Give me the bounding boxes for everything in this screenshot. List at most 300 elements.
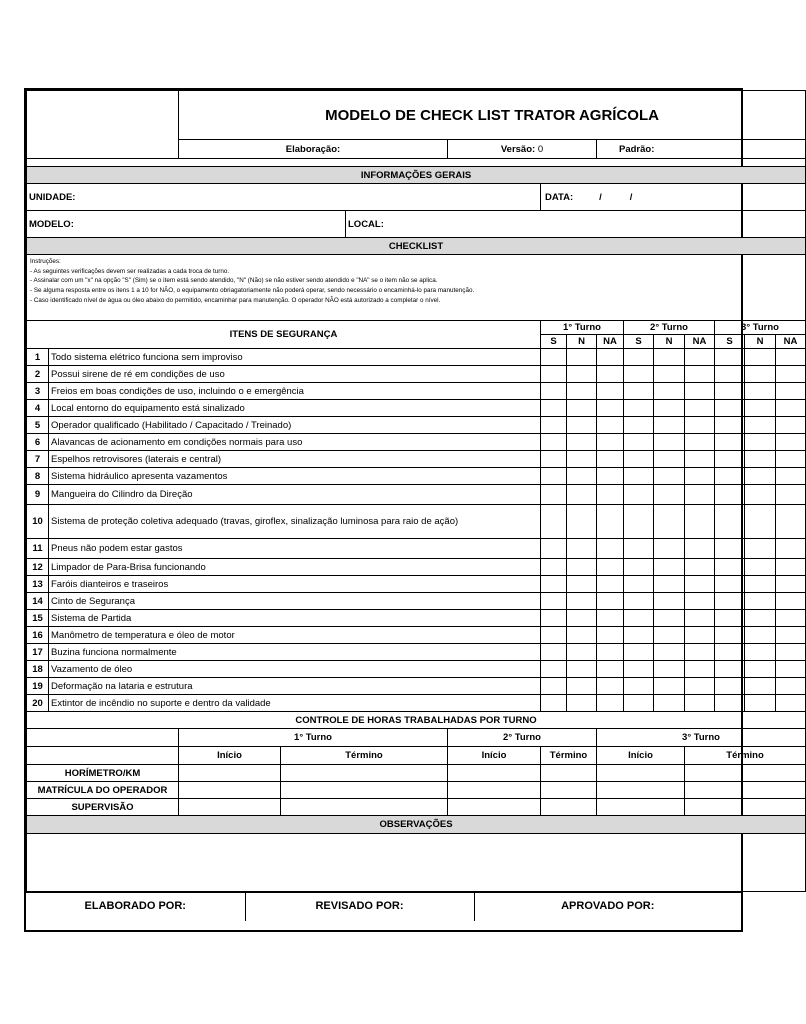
answer-cell[interactable] (541, 576, 567, 593)
answer-cell[interactable] (567, 576, 597, 593)
answer-cell[interactable] (715, 695, 745, 712)
answer-cell[interactable] (624, 610, 654, 627)
padrao-field[interactable] (597, 140, 806, 159)
form-title: MODELO DE CHECK LIST TRATOR AGRÍCOLA (179, 91, 806, 140)
answer-cell[interactable] (597, 366, 624, 383)
item-number: 12 (27, 559, 49, 576)
answer-cell[interactable] (715, 417, 745, 434)
answer-cell[interactable] (715, 468, 745, 485)
answer-cell[interactable] (776, 661, 806, 678)
answer-cell[interactable] (776, 451, 806, 468)
answer-cell[interactable] (624, 434, 654, 451)
answer-cell[interactable] (541, 468, 567, 485)
answer-cell[interactable] (745, 349, 776, 366)
hours-shift-header: 2° Turno (448, 729, 597, 747)
hours-row-label: HORÍMETRO/KM (27, 765, 179, 782)
answer-cell[interactable] (745, 366, 776, 383)
item-number: 20 (27, 695, 49, 712)
answer-cell[interactable] (624, 349, 654, 366)
checklist-row (27, 451, 806, 468)
item-number: 16 (27, 627, 49, 644)
answer-cell[interactable] (541, 349, 567, 366)
answer-cell[interactable] (624, 661, 654, 678)
hours-cell[interactable] (179, 799, 281, 816)
end-header: Término (281, 747, 448, 765)
checklist-row (27, 678, 806, 695)
data-label: DATA: (545, 191, 574, 203)
answer-cell[interactable] (624, 400, 654, 417)
answer-cell[interactable] (715, 485, 745, 505)
answer-cell[interactable] (654, 434, 685, 451)
answer-cell[interactable] (541, 661, 567, 678)
item-number: 7 (27, 451, 49, 468)
item-number: 10 (27, 505, 49, 539)
aprovado-por-label: APROVADO POR: (561, 900, 655, 913)
answer-cell[interactable] (567, 485, 597, 505)
answer-cell[interactable] (541, 383, 567, 400)
answer-cell[interactable] (597, 678, 624, 695)
answer-cell[interactable] (567, 627, 597, 644)
instruction-line: - As seguintes verificações devem ser realizadas a cada troca de turno. (30, 267, 230, 275)
answer-cell[interactable] (745, 400, 776, 417)
answer-cell[interactable] (654, 366, 685, 383)
hours-corner (27, 729, 179, 747)
item-text: Freios em boas condições de uso, incluindo o e emergência (49, 383, 541, 400)
item-text: Buzina funciona normalmente (49, 644, 541, 661)
answer-cell[interactable] (597, 417, 624, 434)
unidade-field[interactable] (27, 184, 541, 211)
answer-cell[interactable] (685, 610, 715, 627)
answer-cell[interactable] (745, 468, 776, 485)
answer-cell[interactable] (776, 505, 806, 539)
item-number: 11 (27, 539, 49, 559)
answer-cell[interactable] (597, 576, 624, 593)
answer-cell[interactable] (745, 610, 776, 627)
revisado-por-label: REVISADO POR: (315, 900, 404, 913)
item-text: Espelhos retrovisores (laterais e central) (49, 451, 541, 468)
option-header: S (715, 335, 745, 349)
answer-cell[interactable] (567, 678, 597, 695)
hours-cell[interactable] (541, 765, 597, 782)
answer-cell[interactable] (745, 485, 776, 505)
answer-cell[interactable] (541, 593, 567, 610)
answer-cell[interactable] (597, 644, 624, 661)
answer-cell[interactable] (624, 505, 654, 539)
option-header: NA (597, 335, 624, 349)
versao-value: 0 (537, 143, 544, 155)
answer-cell[interactable] (745, 505, 776, 539)
answer-cell[interactable] (624, 678, 654, 695)
item-text: Pneus não podem estar gastos (49, 539, 541, 559)
answer-cell[interactable] (715, 505, 745, 539)
answer-cell[interactable] (597, 593, 624, 610)
item-number: 2 (27, 366, 49, 383)
checklist-row (27, 695, 806, 712)
end-header: Término (541, 747, 597, 765)
item-text: Todo sistema elétrico funciona sem improviso (49, 349, 541, 366)
answer-cell[interactable] (776, 576, 806, 593)
item-text: Operador qualificado (Habilitado / Capacitado / Treinado) (49, 417, 541, 434)
answer-cell[interactable] (654, 383, 685, 400)
item-text: Sistema hidráulico apresenta vazamentos (49, 468, 541, 485)
answer-cell[interactable] (597, 505, 624, 539)
start-header: Início (179, 747, 281, 765)
answer-cell[interactable] (567, 505, 597, 539)
option-header: N (654, 335, 685, 349)
answer-cell[interactable] (541, 485, 567, 505)
answer-cell[interactable] (654, 505, 685, 539)
answer-cell[interactable] (624, 451, 654, 468)
answer-cell[interactable] (776, 417, 806, 434)
instruction-line: - Caso identificado nível de água ou óleo abaixo do permitido, encaminhar para manutenção. O operador NÃO está autorizado a completar o nível. (30, 296, 441, 304)
item-number: 3 (27, 383, 49, 400)
answer-cell[interactable] (597, 383, 624, 400)
answer-cell[interactable] (715, 434, 745, 451)
answer-cell[interactable] (624, 695, 654, 712)
answer-cell[interactable] (654, 576, 685, 593)
answer-cell[interactable] (745, 627, 776, 644)
answer-cell[interactable] (685, 559, 715, 576)
answer-cell[interactable] (567, 661, 597, 678)
hours-cell[interactable] (179, 782, 281, 799)
answer-cell[interactable] (541, 400, 567, 417)
answer-cell[interactable] (685, 644, 715, 661)
data-field[interactable] (541, 184, 806, 211)
hours-cell[interactable] (179, 765, 281, 782)
answer-cell[interactable] (654, 644, 685, 661)
answer-cell[interactable] (597, 695, 624, 712)
answer-cell[interactable] (776, 627, 806, 644)
answer-cell[interactable] (654, 678, 685, 695)
checklist-items (27, 349, 806, 712)
hours-cell[interactable] (541, 799, 597, 816)
signature-table (26, 892, 741, 921)
answer-cell[interactable] (624, 559, 654, 576)
hours-shift-header: 1° Turno (179, 729, 448, 747)
answer-cell[interactable] (776, 695, 806, 712)
item-number: 18 (27, 661, 49, 678)
item-number: 9 (27, 485, 49, 505)
answer-cell[interactable] (597, 627, 624, 644)
item-text: Sistema de Partida (49, 610, 541, 627)
answer-cell[interactable] (597, 451, 624, 468)
item-text: Local entorno do equipamento está sinalizado (49, 400, 541, 417)
item-text: Faróis dianteiros e traseiros (49, 576, 541, 593)
answer-cell[interactable] (567, 593, 597, 610)
answer-cell[interactable] (567, 695, 597, 712)
answer-cell[interactable] (654, 695, 685, 712)
item-text: Manômetro de temperatura e óleo de motor (49, 627, 541, 644)
observations-area[interactable] (27, 834, 806, 892)
item-text: Limpador de Para-Brisa funcionando (49, 559, 541, 576)
answer-cell[interactable] (685, 400, 715, 417)
answer-cell[interactable] (685, 539, 715, 559)
answer-cell[interactable] (624, 539, 654, 559)
answer-cell[interactable] (654, 485, 685, 505)
answer-cell[interactable] (745, 695, 776, 712)
answer-cell[interactable] (654, 539, 685, 559)
answer-cell[interactable] (597, 468, 624, 485)
hours-cell[interactable] (597, 799, 685, 816)
option-header: S (624, 335, 654, 349)
answer-cell[interactable] (715, 644, 745, 661)
answer-cell[interactable] (597, 610, 624, 627)
hours-cell[interactable] (685, 765, 806, 782)
answer-cell[interactable] (597, 434, 624, 451)
answer-cell[interactable] (654, 661, 685, 678)
answer-cell[interactable] (541, 559, 567, 576)
revisado-por-field[interactable] (245, 893, 474, 921)
item-number: 13 (27, 576, 49, 593)
answer-cell[interactable] (776, 610, 806, 627)
answer-cell[interactable] (715, 451, 745, 468)
hours-cell[interactable] (541, 782, 597, 799)
answer-cell[interactable] (654, 559, 685, 576)
item-text: Extintor de incêndio no suporte e dentro da validade (49, 695, 541, 712)
answer-cell[interactable] (567, 610, 597, 627)
answer-cell[interactable] (685, 417, 715, 434)
item-text: Deformação na lataria e estrutura (49, 678, 541, 695)
checklist-row (27, 349, 806, 366)
answer-cell[interactable] (715, 383, 745, 400)
modelo-label: MODELO: (29, 218, 74, 230)
answer-cell[interactable] (541, 695, 567, 712)
answer-cell[interactable] (685, 661, 715, 678)
answer-cell[interactable] (567, 349, 597, 366)
start-header: Início (597, 747, 685, 765)
answer-cell[interactable] (715, 576, 745, 593)
answer-cell[interactable] (654, 400, 685, 417)
answer-cell[interactable] (541, 610, 567, 627)
answer-cell[interactable] (624, 627, 654, 644)
answer-cell[interactable] (597, 539, 624, 559)
elaboracao-field[interactable] (179, 140, 448, 159)
checklist-section-title: CHECKLIST (27, 238, 806, 255)
hours-cell[interactable] (281, 799, 448, 816)
checklist-row (27, 661, 806, 678)
answer-cell[interactable] (745, 593, 776, 610)
checklist-row (27, 644, 806, 661)
answer-cell[interactable] (685, 576, 715, 593)
hours-cell[interactable] (597, 782, 685, 799)
answer-cell[interactable] (541, 505, 567, 539)
answer-cell[interactable] (685, 434, 715, 451)
answer-cell[interactable] (567, 468, 597, 485)
hours-section-title: CONTROLE DE HORAS TRABALHADAS POR TURNO (27, 712, 806, 729)
answer-cell[interactable] (776, 349, 806, 366)
answer-cell[interactable] (776, 539, 806, 559)
item-text: Sistema de proteção coletiva adequado (travas, giroflex, sinalização luminosa para raio de ação) (49, 505, 541, 539)
answer-cell[interactable] (685, 505, 715, 539)
hours-cell[interactable] (281, 782, 448, 799)
aprovado-por-field[interactable] (474, 893, 741, 921)
elaboracao-label: Elaboração: (285, 143, 341, 155)
answer-cell[interactable] (624, 366, 654, 383)
instructions-box (27, 255, 806, 321)
answer-cell[interactable] (776, 400, 806, 417)
answer-cell[interactable] (685, 383, 715, 400)
checklist-row (27, 593, 806, 610)
answer-cell[interactable] (685, 468, 715, 485)
answer-cell[interactable] (745, 661, 776, 678)
item-number: 6 (27, 434, 49, 451)
answer-cell[interactable] (654, 627, 685, 644)
answer-cell[interactable] (715, 539, 745, 559)
answer-cell[interactable] (624, 593, 654, 610)
answer-cell[interactable] (624, 468, 654, 485)
padrao-label: Padrão: (619, 143, 655, 155)
answer-cell[interactable] (715, 678, 745, 695)
answer-cell[interactable] (624, 576, 654, 593)
answer-cell[interactable] (745, 434, 776, 451)
checklist-row (27, 485, 806, 505)
hours-cell[interactable] (597, 765, 685, 782)
answer-cell[interactable] (541, 417, 567, 434)
answer-cell[interactable] (597, 485, 624, 505)
answer-cell[interactable] (541, 627, 567, 644)
answer-cell[interactable] (715, 559, 745, 576)
items-header: ITENS DE SEGURANÇA (27, 321, 541, 349)
item-number: 14 (27, 593, 49, 610)
answer-cell[interactable] (624, 485, 654, 505)
answer-cell[interactable] (715, 661, 745, 678)
answer-cell[interactable] (685, 593, 715, 610)
answer-cell[interactable] (776, 593, 806, 610)
local-field[interactable] (346, 211, 806, 238)
versao-field[interactable] (448, 140, 597, 159)
answer-cell[interactable] (776, 468, 806, 485)
checklist-row (27, 610, 806, 627)
answer-cell[interactable] (541, 644, 567, 661)
answer-cell[interactable] (654, 468, 685, 485)
answer-cell[interactable] (624, 644, 654, 661)
hours-cell[interactable] (685, 782, 806, 799)
elaborado-por-field[interactable] (26, 893, 245, 921)
answer-cell[interactable] (685, 451, 715, 468)
answer-cell[interactable] (745, 383, 776, 400)
item-text: Possui sirene de ré em condições de uso (49, 366, 541, 383)
answer-cell[interactable] (685, 695, 715, 712)
checklist-row (27, 576, 806, 593)
answer-cell[interactable] (776, 366, 806, 383)
item-number: 15 (27, 610, 49, 627)
item-text: Alavancas de acionamento em condições normais para uso (49, 434, 541, 451)
answer-cell[interactable] (541, 366, 567, 383)
hours-cell[interactable] (448, 782, 541, 799)
answer-cell[interactable] (685, 678, 715, 695)
answer-cell[interactable] (541, 539, 567, 559)
answer-cell[interactable] (745, 644, 776, 661)
checklist-row (27, 468, 806, 485)
answer-cell[interactable] (567, 400, 597, 417)
modelo-field[interactable] (27, 211, 346, 238)
answer-cell[interactable] (745, 417, 776, 434)
logo-area (27, 91, 179, 159)
answer-cell[interactable] (776, 434, 806, 451)
data-separator: / (629, 191, 633, 203)
hours-corner (27, 747, 179, 765)
instruction-line: Instruções: (30, 258, 61, 265)
answer-cell[interactable] (745, 539, 776, 559)
answer-cell[interactable] (776, 559, 806, 576)
answer-cell[interactable] (654, 451, 685, 468)
answer-cell[interactable] (745, 678, 776, 695)
end-header: Término (685, 747, 806, 765)
info-section-title: INFORMAÇÕES GERAIS (27, 167, 806, 184)
answer-cell[interactable] (776, 485, 806, 505)
answer-cell[interactable] (745, 576, 776, 593)
answer-cell[interactable] (654, 349, 685, 366)
checklist-row (27, 400, 806, 417)
answer-cell[interactable] (567, 383, 597, 400)
checklist-row (27, 366, 806, 383)
answer-cell[interactable] (567, 417, 597, 434)
hours-row-label: MATRÍCULA DO OPERADOR (27, 782, 179, 799)
checklist-row (27, 559, 806, 576)
answer-cell[interactable] (654, 593, 685, 610)
answer-cell[interactable] (654, 417, 685, 434)
answer-cell[interactable] (715, 593, 745, 610)
answer-cell[interactable] (567, 559, 597, 576)
answer-cell[interactable] (597, 349, 624, 366)
answer-cell[interactable] (567, 644, 597, 661)
answer-cell[interactable] (541, 678, 567, 695)
answer-cell[interactable] (685, 627, 715, 644)
answer-cell[interactable] (624, 417, 654, 434)
answer-cell[interactable] (567, 366, 597, 383)
spacer-row (27, 159, 806, 167)
answer-cell[interactable] (597, 400, 624, 417)
answer-cell[interactable] (685, 366, 715, 383)
answer-cell[interactable] (597, 559, 624, 576)
answer-cell[interactable] (541, 451, 567, 468)
hours-row-label: SUPERVISÃO (27, 799, 179, 816)
answer-cell[interactable] (715, 349, 745, 366)
answer-cell[interactable] (597, 661, 624, 678)
hours-cell[interactable] (448, 765, 541, 782)
answer-cell[interactable] (685, 349, 715, 366)
answer-cell[interactable] (745, 559, 776, 576)
answer-cell[interactable] (715, 610, 745, 627)
answer-cell[interactable] (654, 610, 685, 627)
unidade-label: UNIDADE: (29, 191, 76, 203)
answer-cell[interactable] (567, 451, 597, 468)
answer-cell[interactable] (776, 644, 806, 661)
answer-cell[interactable] (541, 434, 567, 451)
answer-cell[interactable] (715, 627, 745, 644)
hours-cell[interactable] (685, 799, 806, 816)
answer-cell[interactable] (624, 383, 654, 400)
item-number: 19 (27, 678, 49, 695)
item-number: 8 (27, 468, 49, 485)
answer-cell[interactable] (715, 400, 745, 417)
hours-cell[interactable] (448, 799, 541, 816)
answer-cell[interactable] (715, 366, 745, 383)
answer-cell[interactable] (776, 383, 806, 400)
answer-cell[interactable] (776, 678, 806, 695)
option-header: N (567, 335, 597, 349)
hours-cell[interactable] (281, 765, 448, 782)
instruction-line: - Se alguma resposta entre os itens 1 a 10 for NÃO, o equipamento obriagatoriamente não poderá operar, sendo necessário o encaminhá-lo para manutenção. (30, 287, 475, 295)
answer-cell[interactable] (685, 485, 715, 505)
checklist-row (27, 627, 806, 644)
option-header: NA (685, 335, 715, 349)
answer-cell[interactable] (745, 451, 776, 468)
answer-cell[interactable] (567, 434, 597, 451)
answer-cell[interactable] (567, 539, 597, 559)
item-number: 1 (27, 349, 49, 366)
shift-header: 2° Turno (624, 321, 715, 335)
